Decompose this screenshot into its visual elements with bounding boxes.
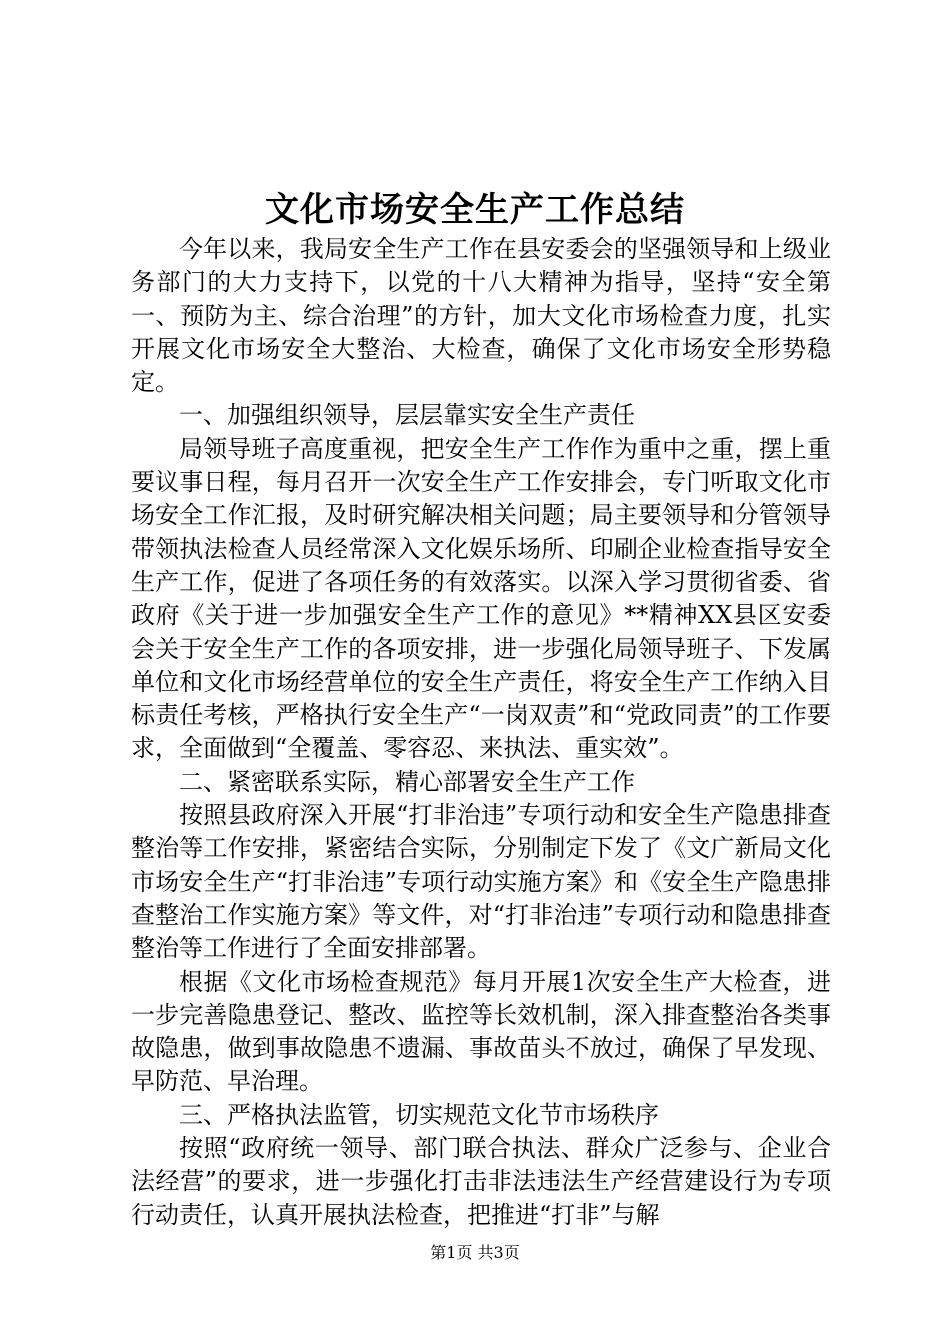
document-body [131,233,831,1232]
section-2-paragraph-1: 按照县政府深入开展“打非治违”专项行动和安全生产隐患排查整治等工作安排，紧密结合实际，分别制定下发了《文广新局文化市场安全生产“打非治违”专项行动实施方案》和《安全生产隐患排查整治工作实施方案》等文件，对“打非治违”专项行动和隐患排查整治等工作进行了全面安排部署。 [131,801,831,963]
document-title: 文化市场安全生产工作总结 [265,190,685,230]
section-2-paragraph-2: 根据《文化市场检查规范》每月开展1次安全生产大检查，进一步完善隐患登记、整改、监控等长效机制，深入排查整治各类事故隐患，做到事故隐患不遗漏、事故苗头不放过，确保了早发现、早防范、早治理。 [131,967,831,1096]
section-3-paragraph: 按照“政府统一领导、部门联合执法、群众广泛参与、企业合法经营”的要求，进一步强化打击非法违法生产经营建设行为专项行动责任，认真开展执法检查，把推进“打非”与解 [131,1134,831,1229]
section-heading-1: 一、加强组织领导，层层靠实安全生产责任 [179,401,635,430]
section-heading-2: 二、紧密联系实际，精心部署安全生产工作 [179,767,635,796]
section-1-paragraph: 局领导班子高度重视，把安全生产工作作为重中之重，摆上重要议事日程，每月召开一次安全生产工作安排会，专门听取文化市场安全工作汇报，及时研究解决相关问题；局主要领导和分管领导带领执法检查人员经常深入文化娱乐场所、印刷企业检查指导安全生产工作，促进了各项任务的有效落实。以深入学习贯彻省委、省政府《关于进一步加强安全生产工作的意见》**精神XX县区安委会关于安全生产工作的各项安排，进一步强化局领导班子、下发属单位和文化市场经营单位的安全生产责任，将安全生产工作纳入目标责任考核，严格执行安全生产“一岗双责”和“党政同责”的工作要求，全面做到“全覆盖、零容忍、来执法、重实效”。 [131,434,831,763]
page-number-footer: 第1页 共3页 [430,1243,520,1262]
intro-paragraph: 今年以来，我局安全生产工作在县安委会的坚强领导和上级业务部门的大力支持下，以党的十八大精神为指导，坚持“安全第一、预防为主、综合治理”的方针，加大文化市场检查力度，扎实开展文化市场安全大整治、大检查，确保了文化市场安全形势稳定。 [131,235,831,397]
section-heading-3: 三、严格执法监管，切实规范文化节市场秩序 [179,1100,659,1129]
